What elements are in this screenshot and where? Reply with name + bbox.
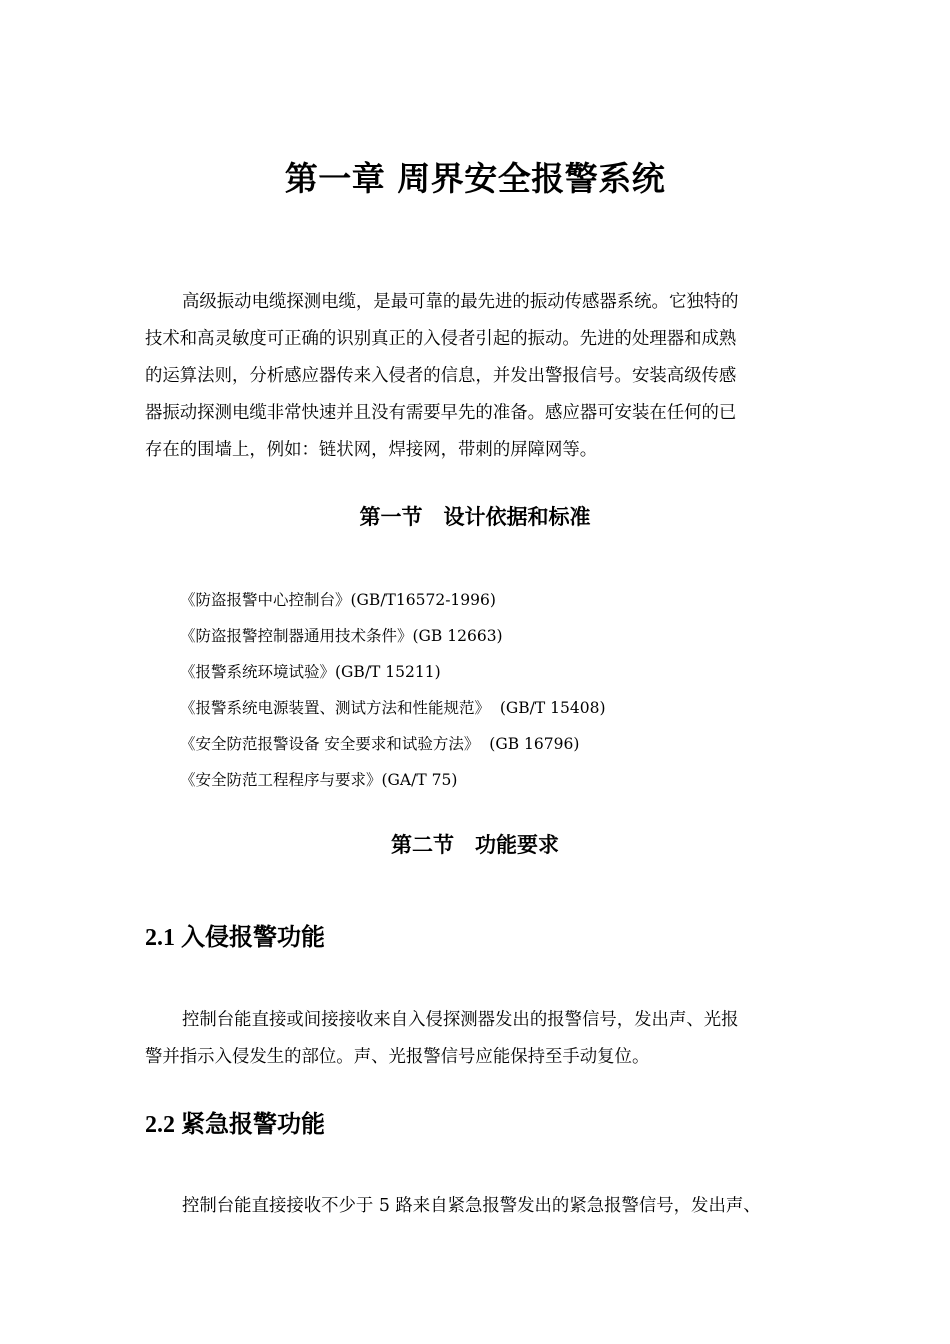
standard-item: 《防盗报警控制器通用技术条件》(GB 12663) bbox=[180, 627, 503, 645]
intro-paragraph bbox=[145, 284, 810, 469]
standard-item: 《报警系统电源装置、测试方法和性能规范》 (GB/T 15408) bbox=[180, 699, 606, 717]
intro-line: 器振动探测电缆非常快速并且没有需要早先的准备。感应器可安装在任何的已 bbox=[145, 403, 737, 423]
subsection-title-intrusion: 2.1 入侵报警功能 bbox=[145, 925, 325, 951]
subsection-title-emergency: 2.2 紧急报警功能 bbox=[145, 1112, 325, 1138]
emergency-line: 控制台能直接接收不少于 5 路来自紧急报警发出的紧急报警信号，发出声、 bbox=[182, 1196, 761, 1216]
intro-line: 技术和高灵敏度可正确的识别真正的入侵者引起的振动。先进的处理器和成熟 bbox=[145, 329, 737, 349]
intrusion-line: 控制台能直接或间接接收来自入侵探测器发出的报警信号，发出声、光报 bbox=[182, 1010, 739, 1030]
standard-item: 《防盗报警中心控制台》(GB/T16572-1996) bbox=[180, 591, 496, 609]
intrusion-paragraph bbox=[145, 1002, 810, 1076]
standard-item: 《报警系统环境试验》(GB/T 15211) bbox=[180, 663, 441, 681]
intro-line: 高级振动电缆探测电缆，是最可靠的最先进的振动传感器系统。它独特的 bbox=[182, 292, 739, 312]
chapter-title: 第一章 周界安全报警系统 bbox=[284, 159, 666, 198]
emergency-paragraph bbox=[145, 1188, 845, 1225]
section-title-basis: 第一节 设计依据和标准 bbox=[359, 504, 591, 529]
standard-item: 《安全防范报警设备 安全要求和试验方法》 (GB 16796) bbox=[180, 735, 580, 753]
standard-item: 《安全防范工程程序与要求》(GA/T 75) bbox=[180, 771, 458, 789]
intrusion-line: 警并指示入侵发生的部位。声、光报警信号应能保持至手动复位。 bbox=[145, 1047, 650, 1067]
intro-line: 存在的围墙上，例如：链状网，焊接网，带刺的屏障网等。 bbox=[145, 440, 598, 460]
section-title-functions: 第二节 功能要求 bbox=[391, 832, 559, 857]
intro-line: 的运算法则，分析感应器传来入侵者的信息，并发出警报信号。安装高级传感 bbox=[145, 366, 737, 386]
standards-list bbox=[180, 582, 606, 798]
